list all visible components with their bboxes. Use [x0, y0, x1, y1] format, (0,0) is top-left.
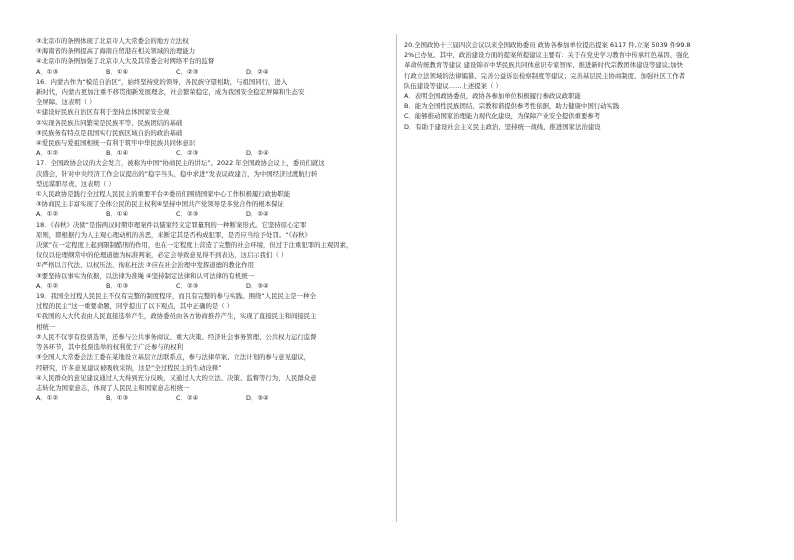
q19-options: [36, 393, 388, 403]
q20-option-b[interactable]: B．能为全国性民族团结、宗教和谐提供参考性依据，助力健康中国行动实践: [404, 102, 620, 111]
q20-option-d[interactable]: D．有助于建设社会主义民主政治、坚持统一战线、推进国家法治建设: [404, 122, 601, 131]
column-divider: [396, 34, 397, 522]
question-19: [36, 291, 388, 403]
q19-stem-2: 过程的民主”这一重要命题，同学提出了以下观点，其中正确的是（ ）: [36, 302, 234, 311]
q17-options: [36, 209, 388, 219]
q17-item-1: ①人民政协是践行全过程人民民主的重要平台②委员们围绕国家中心工作积极履行政协职能: [36, 190, 291, 199]
q15-option-d[interactable]: D．②④: [246, 67, 269, 76]
q19-option-b[interactable]: B．①③: [106, 394, 129, 403]
q15-option-a[interactable]: A．①③: [36, 67, 59, 76]
q15-item-3: ③北京市的条例体现了北京市人大常委会的地方立法权: [36, 37, 189, 45]
q18-stem-4: 仅仅以伦理纲常中的伦理道德为标准判案，必定会导致意见得不到表达，这启示我们（ ）: [36, 251, 288, 260]
q15-options: [36, 67, 388, 77]
left-column: [36, 36, 388, 403]
q19-item-line-4: 等各环节，其中投票选举的权利优于广泛参与的权利: [36, 343, 183, 352]
q17-stem-1: 17．全国政协会议的大会发言，被称为中国“协商民主的讲坛”。2022 年全国政协会议上，委员们就这: [36, 159, 325, 168]
q16-option-b[interactable]: B．①④: [106, 149, 129, 158]
q19-item-line-8: 志转化为国家意志，体现了人民民主和国家意志相统一: [36, 383, 190, 392]
q17-option-d[interactable]: D．②④: [246, 210, 269, 219]
q20-stem-1: 20.全国政协十三届四次会议以来全国政协委员 政协各参加单位提出提案 6117 件,立案 5039 件99.8: [404, 41, 691, 49]
q19-item-line-6: 经研究，许多意见建议被吸收采纳，这是“全过程民主的生动诠释”: [36, 363, 222, 372]
right-column: [404, 40, 760, 132]
q18-options: [36, 281, 388, 291]
q16-option-c[interactable]: C．②③: [176, 149, 199, 158]
question-17: [36, 158, 388, 219]
q18-stem-1: 18．《春秋》决狱”是指两汉时期审理案件以儒家经义定罪量刑的一种断案形式。它坚持原心定罪: [36, 220, 307, 229]
q17-stem-2: 次盛会，针对中央经济工作会议提出的“稳字当头、稳中求进”发表议政建言，为中国经济过渡航行转: [36, 169, 318, 178]
q17-option-a[interactable]: A．①②: [36, 210, 59, 219]
q20-stem-5: 队伍建设等建议……上述提案（ ）: [404, 81, 502, 90]
q16-option-a[interactable]: A．①②: [36, 149, 59, 158]
q19-item-line-7: ④人民群众的意见建议通过人大得到充分反映，又通过人大的立法、决策、监督等行为，人民群众意: [36, 373, 317, 382]
q19-item-line-2: 相统一: [36, 322, 56, 331]
q17-item-2: ③协商民主丰富实现了全体公民的民主权利④坚持中国共产党领导是多党合作的根本保证: [36, 200, 284, 209]
q18-stem-3: 决狱”在一定程度上起到限制酷刑的作用，也在一定程度上营造了完整的社会环境，但过于注重犯罪的主观因素，: [36, 241, 353, 250]
q20-stem-4: 行政立法领域的法律编纂、完善公益诉讼检察制度等建议；完善基层民主协商制度、加强社区工作者: [404, 71, 686, 80]
q15-item-4: ③海南省的条例提高了海南自贸港在相关领域的治理能力: [36, 47, 196, 56]
q17-option-c[interactable]: C．②③: [176, 210, 199, 219]
q20-option-a[interactable]: A．表明全国政协委员，政协各参加单位积极履行参政议政职能: [404, 92, 581, 101]
q17-option-b[interactable]: B．①④: [106, 210, 129, 219]
q18-option-c[interactable]: C．②③: [176, 281, 199, 290]
q16-stem-1: 16．内蒙古作为“模范自治区”，始终坚持党的领导，各民族守望相助，与祖国同行，进入: [36, 77, 288, 86]
q19-item-line-3: ②人民不仅享有投票选举，还参与公共事务商议、重大决策、经济社会事务管理、公共权力运行监督: [36, 332, 317, 341]
q16-item-4: ④爱民族与爱祖国相统一有利于筑牢中华民族共同体意识: [36, 139, 196, 148]
q19-option-a[interactable]: A．①②: [36, 394, 59, 403]
q15-option-c[interactable]: C．②③: [176, 67, 199, 76]
question-20: [404, 40, 760, 132]
q17-stem-3: 型远谋职尽责。这表明（ ）: [36, 179, 115, 188]
q16-stem-3: 全屏障。这表明（ ）: [36, 98, 96, 107]
question-18: [36, 220, 388, 291]
q16-stem-2: 新时代，内蒙古更加注重不移贯彻新发展理念，社会繁荣稳定，成为我国安全稳定屏障和生态安: [36, 88, 305, 97]
q18-option-a[interactable]: A．①②: [36, 281, 59, 290]
q16-item-3: ③民族务有特点是我国实行民族区域自治的政治基础: [36, 128, 183, 137]
q19-option-c[interactable]: C．②④: [176, 394, 199, 403]
q18-option-b[interactable]: B．①③: [106, 281, 129, 290]
q16-item-2: ②实现各民族共同繁荣是民族平等、民族团结的基础: [36, 118, 183, 127]
q16-option-d[interactable]: D．②④: [246, 149, 269, 158]
q19-option-d[interactable]: D．③④: [246, 394, 269, 403]
q15-option-b[interactable]: B．①④: [106, 67, 129, 76]
q16-item-1: ①建设好民族自治区有利于坚持总体国家安全观: [36, 108, 170, 117]
q19-item-line-1: ①我国的人大代表由人民直接选举产生，政协委员由各方协商推荐产生，实现了直接民主和间接民主: [36, 312, 317, 321]
q18-option-d[interactable]: D．③④: [246, 281, 269, 290]
q18-stem-2: 原则，即根据行为人主观心理动机的善恶，来断定其是否构成犯罪，是否应当给予处罚。“《春秋》: [36, 230, 311, 239]
q20-stem-2: 2%已办复。其中，政治建设方面的提案所提建议主要有：关于在党史学习教育中传承红色基因、强化: [404, 51, 689, 60]
q19-item-line-5: ③全国人大常委会法工委在某地设立基层立法联系点，参与法律草案、立法计划的参与意见建议，: [36, 353, 311, 362]
q20-stem-3: 革命传统教育等建议 建设锦市中华民族共同体意识专家智库、推进新时代宗教团体建设等建议;加快: [404, 61, 683, 70]
q18-item-2: ③要坚持以事实为依据，以法律为准绳 ④坚持制定法律和认可法律的有机统一: [36, 271, 254, 280]
q19-stem-1: 19．我国全过程人民民主不仅有完整的制度程序，而且有完整的参与实践。围绕“人民民主是一种全: [36, 292, 316, 301]
q20-option-c[interactable]: C．能够推动国家治理能力现代化建设，为保障产业安全提供重要参考: [404, 112, 601, 121]
question-16: [36, 77, 388, 159]
q16-options: [36, 148, 388, 158]
q15-item-5: ④北京市的条例加强了北京市人大及其常委会对网络平台的监督: [36, 57, 215, 66]
q18-item-1: ①严格以言代法、以权压法、徇私枉法 ②应在社会治理中发挥道德的教化作用: [36, 261, 254, 270]
